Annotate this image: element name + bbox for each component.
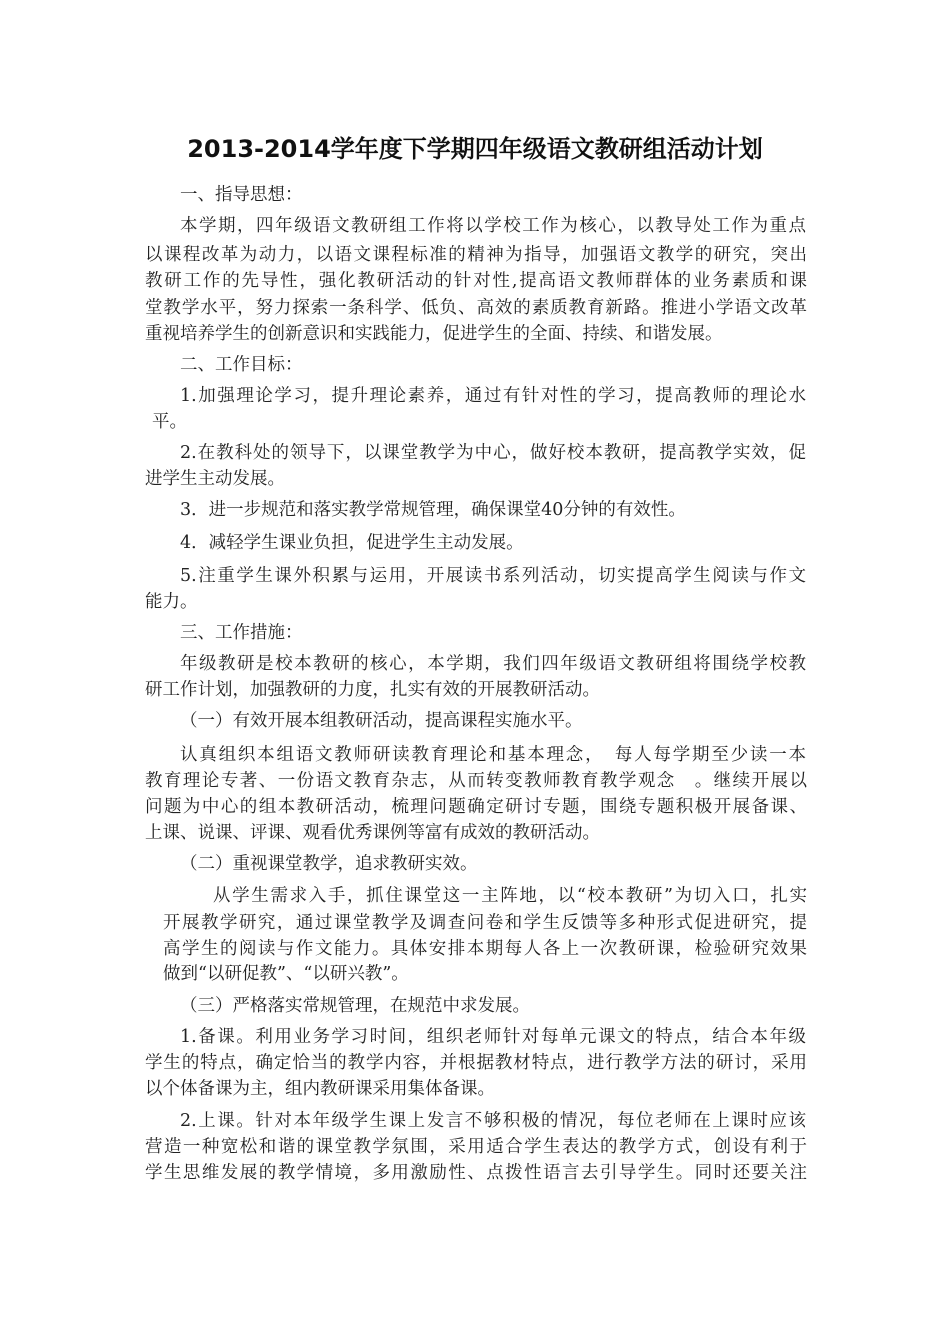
list-item-continued: 能力。 [145, 592, 198, 612]
paragraph-line: 堂教学水平，努力探索一条科学、低负、高效的素质教育新路。推进小学语文改革 [145, 298, 807, 318]
list-item: 2.在教科处的领导下，以课堂教学为中心，做好校本教研，提高教学实效，促 [180, 443, 806, 463]
paragraph-line: 高学生的阅读与作文能力。具体安排本期每人各上一次教研课，检验研究效果 [163, 939, 807, 959]
paragraph-line: 1.备课。利用业务学习时间，组织老师针对每单元课文的特点，结合本年级 [180, 1027, 806, 1047]
paragraph-line: 教研工作的先导性，强化教研活动的针对性,提高语文教师群体的业务素质和课 [145, 271, 807, 291]
list-item-continued: 平。 [152, 412, 187, 432]
paragraph-line: 以个体备课为主，组内教研课采用集体备课。 [145, 1079, 495, 1099]
paragraph-line: 研工作计划，加强教研的力度，扎实有效的开展教研活动。 [145, 680, 600, 700]
paragraph-line: 以课程改革为动力，以语文课程标准的精神为指导，加强语文教学的研究，突出 [145, 245, 807, 265]
paragraph-line: 从学生需求入手，抓住课堂这一主阵地，以“校本教研”为切入口，扎实 [213, 886, 807, 906]
list-item: 4．减轻学生课业负担，促进学生主动发展。 [180, 533, 524, 553]
subsection-heading-2: （二）重视课堂教学，追求教研实效。 [180, 854, 478, 874]
subsection-heading-1: （一）有效开展本组教研活动，提高课程实施水平。 [180, 711, 583, 731]
paragraph-line: 营造一种宽松和谐的课堂教学氛围，采用适合学生表达的教学方式，创设有利于 [145, 1137, 807, 1157]
document-title: 2013-2014学年度下学期四年级语文教研组活动计划 [187, 135, 763, 163]
paragraph-line: 做到“以研促教”、“以研兴教”。 [163, 964, 409, 984]
list-item: 3．进一步规范和落实教学常规管理，确保课堂40分钟的有效性。 [180, 500, 686, 520]
section-heading-goals: 二、工作目标： [180, 355, 303, 375]
paragraph-line: 学生思维发展的教学情境，多用激励性、点拨性语言去引导学生。同时还要关注 [145, 1163, 807, 1183]
paragraph-line: 教育理论专著、一份语文教育杂志，从而转变教师教育教学观念 。继续开展以 [145, 771, 807, 791]
paragraph-line: 2.上课。针对本年级学生课上发言不够积极的情况，每位老师在上课时应该 [180, 1111, 806, 1131]
paragraph-line: 本学期，四年级语文教研组工作将以学校工作为核心，以教导处工作为重点 [180, 216, 806, 236]
list-item: 5.注重学生课外积累与运用，开展读书系列活动，切实提高学生阅读与作文 [180, 566, 806, 586]
paragraph-line: 问题为中心的组本教研活动，梳理问题确定研讨专题，围绕专题积极开展备课、 [145, 797, 807, 817]
paragraph-line: 重视培养学生的创新意识和实践能力，促进学生的全面、持续、和谐发展。 [145, 324, 723, 344]
paragraph-line: 年级教研是校本教研的核心，本学期，我们四年级语文教研组将围绕学校教 [180, 654, 806, 674]
paragraph-line: 开展教学研究，通过课堂教学及调查问卷和学生反馈等多种形式促进研究，提 [163, 913, 807, 933]
section-heading-guiding-thought: 一、指导思想： [180, 185, 303, 205]
subsection-heading-3: （三）严格落实常规管理，在规范中求发展。 [180, 996, 530, 1016]
paragraph-line: 认真组织本组语文教师研读教育理论和基本理念， 每人每学期至少读一本 [180, 745, 806, 765]
list-item: 1.加强理论学习，提升理论素养，通过有针对性的学习，提高教师的理论水 [180, 386, 806, 406]
list-item-continued: 进学生主动发展。 [145, 469, 285, 489]
paragraph-line: 学生的特点，确定恰当的教学内容，并根据教材特点，进行教学方法的研讨，采用 [145, 1053, 807, 1073]
paragraph-line: 上课、说课、评课、观看优秀课例等富有成效的教研活动。 [145, 823, 600, 843]
section-heading-measures: 三、工作措施： [180, 623, 303, 643]
